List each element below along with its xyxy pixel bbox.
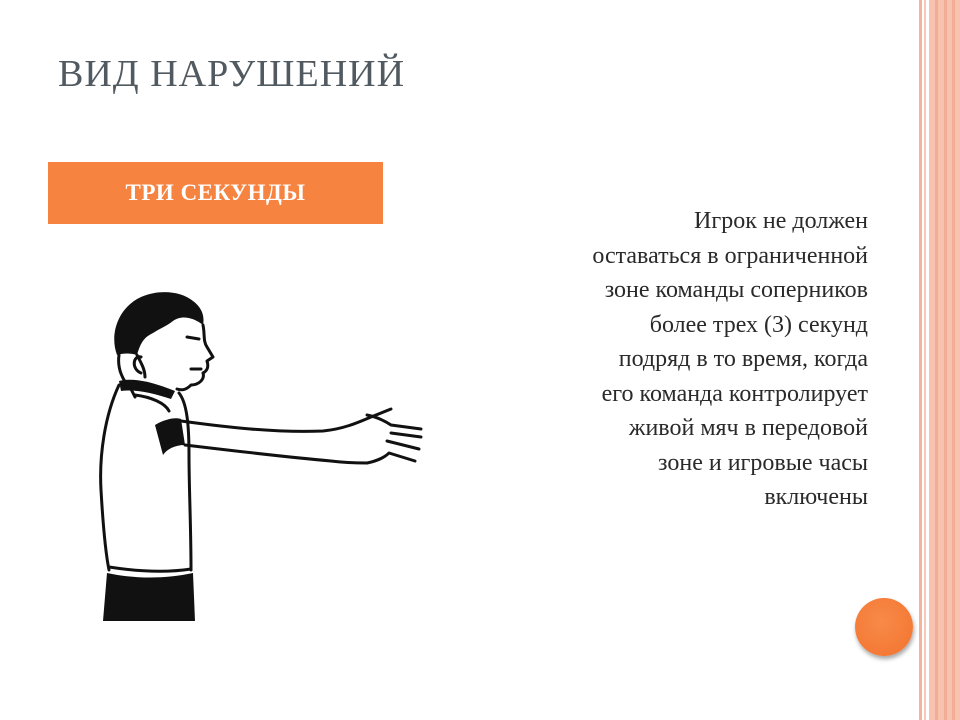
rule-description (470, 204, 868, 515)
referee-signal-illustration (95, 285, 425, 625)
rule-line: зоне и игровые часы (658, 449, 868, 476)
rule-line: оставаться в ограниченной (592, 242, 868, 269)
edge-stripe (952, 0, 955, 720)
rule-line: его команда контролирует (601, 380, 868, 407)
edge-stripe (924, 0, 926, 720)
edge-stripe (935, 0, 938, 720)
rule-line: зоне команды соперников (604, 277, 868, 303)
referee-shoulder (135, 395, 169, 411)
referee-arm-upper (181, 409, 391, 431)
referee-hand (367, 415, 421, 463)
referee-back (101, 385, 119, 570)
badge-label: ТРИ СЕКУНДЫ (125, 180, 306, 205)
section-badge (48, 162, 383, 224)
orange-circle-decoration (855, 598, 913, 656)
edge-stripe (944, 0, 947, 720)
referee-eye (187, 337, 199, 339)
rule-line: живой мяч в передовой (628, 415, 868, 441)
referee-belt (109, 567, 191, 571)
rule-line: включены (764, 484, 868, 510)
slide-title: ВИД НАРУШЕНИЙ (58, 53, 406, 95)
referee-hair (114, 292, 203, 355)
referee-sleeve (155, 418, 185, 455)
referee-trousers (103, 573, 195, 621)
edge-stripe (919, 0, 922, 720)
referee-arm-lower (185, 445, 367, 463)
rule-line: более трех (3) секунд (649, 311, 868, 338)
rule-line: Игрок не должен (694, 208, 868, 234)
rule-line: подряд в то время, когда (618, 346, 868, 372)
